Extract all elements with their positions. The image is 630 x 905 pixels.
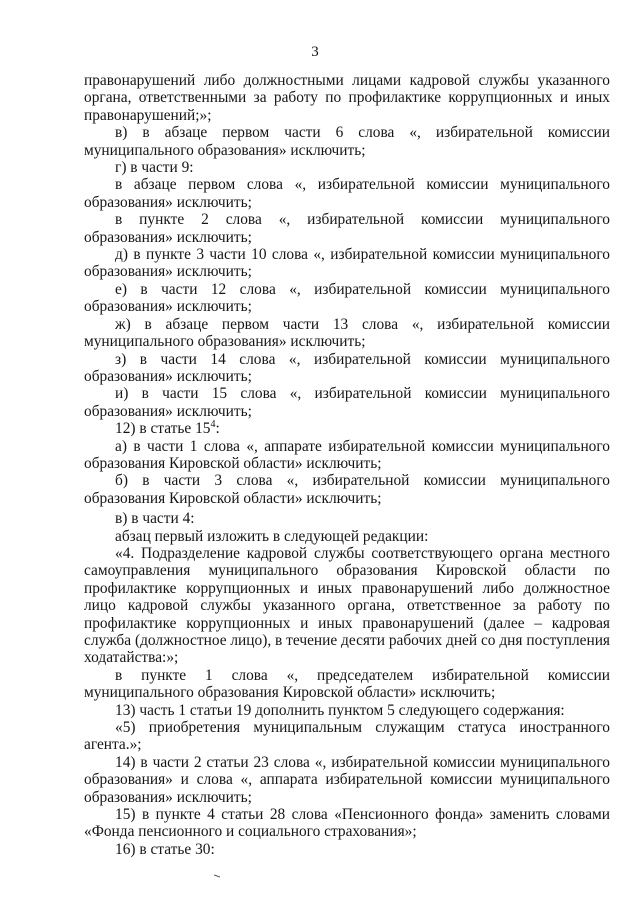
item-12-colon: : — [215, 420, 220, 438]
page-number: 3 — [311, 44, 319, 60]
paragraph-item-14: 14) в части 2 статьи 23 слова «, избирательной комиссии муниципального образования» и слова «, аппарата избирательной комиссии муниципального образования» исключить; — [84, 753, 610, 806]
item-12-superscript: 4 — [210, 419, 216, 430]
paragraph-point1: в пункте 1 слова «, председателем избирательной комиссии муниципального образования Кировской области» исключить; — [84, 666, 610, 702]
paragraph-item-z: з) в части 14 слова «, избирательной комиссии муниципального образования» исключить; — [84, 350, 610, 385]
paragraph-item-zh: ж) в абзаце первом части 13 слова «, избирательной комиссии муниципального образования» исключить; — [84, 315, 610, 351]
paragraph-item-12 — [84, 420, 610, 437]
paragraph-item-i: и) в части 15 слова «, избирательной комиссии муниципального образования» исключить; — [84, 385, 610, 420]
paragraph-item-b: б) в части 3 слова «, избирательной комиссии муниципального образования Кировской области» исключить; — [84, 472, 610, 507]
paragraph-part9-point2: в пункте 2 слова «, избирательной комиссии муниципального образования» исключить; — [84, 211, 610, 246]
document-body — [84, 72, 610, 858]
paragraph-quoted-part4: «4. Подразделение кадровой службы соответствующего органа местного самоуправления муниципального образования Кировской области по профилактике коррупционных и иных правонарушений либо должностное лицо кадровой службы указанного органа, ответственное за работу по профилактике коррупционных и иных правонарушений (далее – кадровая служба (должностное лицо), в течение десяти рабочих дней со дня поступления ходатайства:»; — [84, 544, 611, 667]
paragraph-part9-first: в абзаце первом слова «, избирательной комиссии муниципального образования» исключить; — [84, 176, 610, 211]
paragraph-item-16: 16) в статье 30: — [115, 840, 215, 858]
scan-speck — [214, 874, 220, 878]
paragraph-item-e: е) в части 12 слова «, избирательной комиссии муниципального образования» исключить; — [84, 280, 610, 316]
paragraph-item-g: г) в части 9: — [115, 159, 194, 177]
paragraph-continuation: правонарушений либо должностными лицами кадровой службы указанного органа, ответственными за работу по профилактике коррупционных и иных правонарушений;»; — [84, 72, 610, 124]
paragraph-item-a: а) в части 1 слова «, аппарате избирательной комиссии муниципального образования Кировской области» исключить; — [84, 437, 610, 472]
paragraph-item-d: д) в пункте 3 части 10 слова «, избирательной комиссии муниципального образования» исключить; — [84, 246, 610, 281]
paragraph-item-v-part4: в) в части 4: — [115, 510, 195, 528]
paragraph-item-13: 13) часть 1 статьи 19 дополнить пунктом 5 следующего содержания: — [115, 701, 565, 719]
item-12-text: 12) в статье 15 — [115, 420, 211, 438]
paragraph-new-wording: абзац первый изложить в следующей редакции: — [115, 527, 429, 545]
paragraph-quoted-point5: «5) приобретения муниципальным служащим статуса иностранного агента.»; — [84, 719, 610, 754]
paragraph-item-15: 15) в пункте 4 статьи 28 слова «Пенсионного фонда» заменить словами «Фонда пенсионного и социального страхования»; — [84, 806, 610, 841]
paragraph-item-v: в) в абзаце первом части 6 слова «, избирательной комиссии муниципального образования» исключить; — [84, 124, 610, 159]
